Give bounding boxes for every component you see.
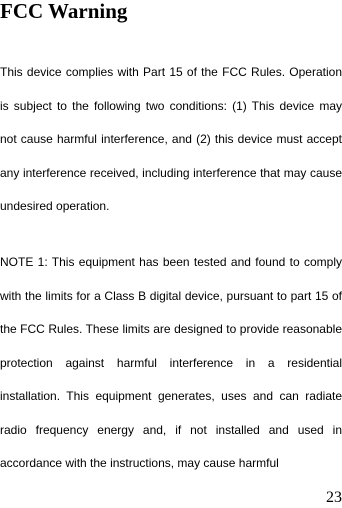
page-title: FCC Warning: [0, 0, 128, 23]
fcc-conditions-paragraph: This device complies with Part 15 of the FCC Rules. Operation is subject to the following two conditions: (1) This device may not cause harmful interference, and (2) this device must accept any interference received, including interference that may cause undesired operation.: [0, 65, 342, 213]
page-number: 23: [326, 489, 342, 506]
note-1-paragraph: NOTE 1: This equipment has been tested and found to comply with the limits for a Class B digital device, pursuant to part 15 of the FCC Rules. These limits are designed to provide reasonable protection against harmful interference in a residential installation. This equipment generates, uses and can radiate radio frequency energy and, if not installed and used in accordance with the instructions, may cause harmful: [0, 255, 342, 470]
